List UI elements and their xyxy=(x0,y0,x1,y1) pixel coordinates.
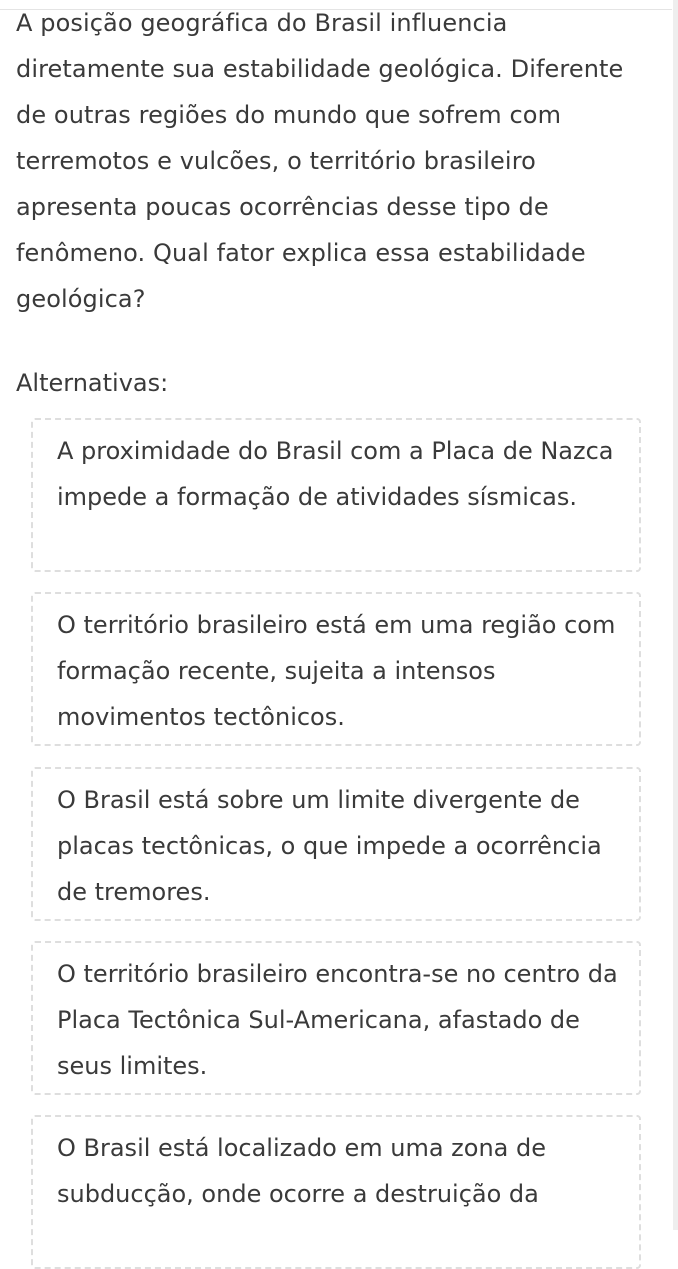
alternative-text: A proximidade do Brasil com a Placa de Nazca impede a formação de atividades sísmicas. xyxy=(57,437,614,511)
scrollbar[interactable] xyxy=(673,0,678,1230)
alternative-text: O Brasil está localizado em uma zona de subducção, onde ocorre a destruição da xyxy=(57,1134,547,1208)
question-text: A posição geográfica do Brasil influencia diretamente sua estabilidade geológica. Diferente de outras regiões do mundo que sofrem com terremotos e vulcões, o território brasileiro apresenta poucas ocorrências desse tipo de fenômeno. Qual fator explica essa estabilidade geológica? xyxy=(16,9,624,313)
alternative-option-c[interactable] xyxy=(31,767,641,921)
alternative-option-e[interactable] xyxy=(31,1115,641,1269)
alternative-option-a[interactable] xyxy=(31,418,641,572)
alternative-text: O território brasileiro está em uma região com formação recente, sujeita a intensos movimentos tectônicos. xyxy=(57,611,616,731)
alternative-option-b[interactable] xyxy=(31,592,641,746)
alternative-text: O território brasileiro encontra-se no centro da Placa Tectônica Sul-Americana, afastado de seus limites. xyxy=(57,960,618,1080)
alternatives-label: Alternativas: xyxy=(16,369,169,397)
alternative-text: O Brasil está sobre um limite divergente de placas tectônicas, o que impede a ocorrência de tremores. xyxy=(57,786,602,906)
alternative-option-d[interactable] xyxy=(31,941,641,1095)
